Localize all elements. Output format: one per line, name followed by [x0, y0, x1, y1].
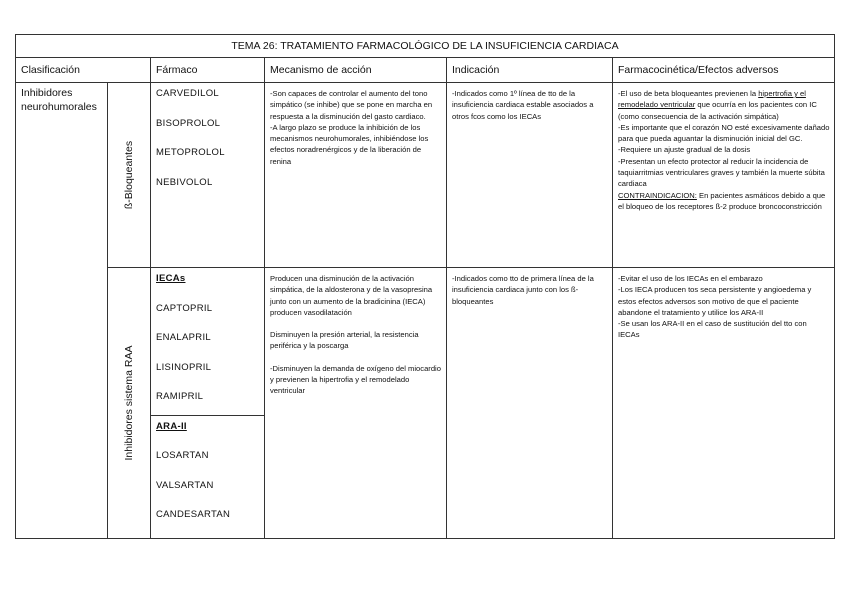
ieca-heading: IECAs: [156, 273, 186, 284]
drug-name: VALSARTAN: [156, 479, 214, 491]
raa-efectos: -Evitar el uso de los IECAs en el embarazo -Los IECA producen tos seca persistente y angioedema y estos efectos adversos son motivo de que el paciente abandone el tratamiento y utilice los ARA-II -Se usan los ARA-II en el caso de sustitución del tto con IECAs: [613, 268, 835, 539]
drug-name: METOPROLOL: [156, 147, 225, 158]
document-title: TEMA 26: TRATAMIENTO FARMACOLÓGICO DE LA INSUFICIENCIA CARDIACA: [16, 35, 835, 58]
ara-heading: ARA-II: [156, 420, 187, 432]
raa-mecanismo: Producen una disminución de la activación simpática, de la aldosterona y de la vasopresina junto con un aumento de la bradicinina (IECA) producen vasodilatación Disminuyen la presión arterial, la resistencia periférica y la poscarga -Disminuyen la demanda de oxígeno del miocardio y previenen la hipertrofia y el remodelado ventricular: [265, 268, 447, 539]
header-clasificacion: Clasificación: [16, 58, 151, 83]
raa-drug-list: [151, 268, 265, 539]
table-row: [16, 268, 835, 539]
drug-name: ENALAPRIL: [156, 332, 211, 343]
header-indicacion: Indicación: [447, 58, 613, 83]
beta-mecanismo: -Son capaces de controlar el aumento del tono simpático (se inhibe) que se pone en marcha en respuesta a la disminución del gasto cardiaco. -A largo plazo se produce la inhibición de los mecanismos neurohumorales, inhibiéndose los efectos noradrenérgicos y de la liberación de renina: [265, 83, 447, 268]
drug-name: NEBIVOLOL: [156, 176, 213, 188]
beta-efectos: -El uso de beta bloqueantes previenen la hipertrofia y el remodelado ventricular que ocurría en los pacientes con IC (como consecuencia de la activación simpática) -Es importante que el corazón NO esté excesivamente dañado para que pueda aguantar la disminución inicial del GC. -Requiere un ajuste gradual de la dosis -Presentan un efecto protector al reducir la incidencia de taquiarritmias ventriculares graves y también la muerte súbita cardiaca CONTRAINDICACION: En pacientes asmáticos debido a que el bloqueo de los receptores ß-2 produce broncoconstricción: [613, 83, 835, 268]
raa-indicacion: -Indicados como tto de primera línea de la insuficiencia cardiaca junto con los ß-bloqueantes: [447, 268, 613, 539]
group-label: Inhibidores neurohumorales: [16, 83, 108, 539]
drug-name: CAPTOPRIL: [156, 302, 213, 314]
beta-blockers-label: ß-Bloqueantes: [108, 83, 151, 268]
beta-drug-list: [151, 83, 265, 268]
raa-inhibitors-label: Inhibidores sistema RAA: [108, 268, 151, 539]
drug-name: LISINOPRIL: [156, 361, 212, 373]
drug-name: CANDESARTAN: [156, 509, 231, 520]
drug-name: CARVEDILOL: [156, 88, 220, 99]
pharmacology-table: [15, 34, 835, 539]
drug-name: RAMIPRIL: [156, 391, 204, 402]
header-mecanismo: Mecanismo de acción: [265, 58, 447, 83]
drug-name: BISOPROLOL: [156, 117, 221, 129]
beta-indicacion: -Indicados como 1º línea de tto de la insuficiencia cardiaca estable asociados a otros fcos como los IECAs: [447, 83, 613, 268]
drug-name: LOSARTAN: [156, 450, 209, 461]
header-farmaco: Fármaco: [151, 58, 265, 83]
header-farmacocinetica: Farmacocinética/Efectos adversos: [613, 58, 835, 83]
table-row: [16, 83, 835, 268]
